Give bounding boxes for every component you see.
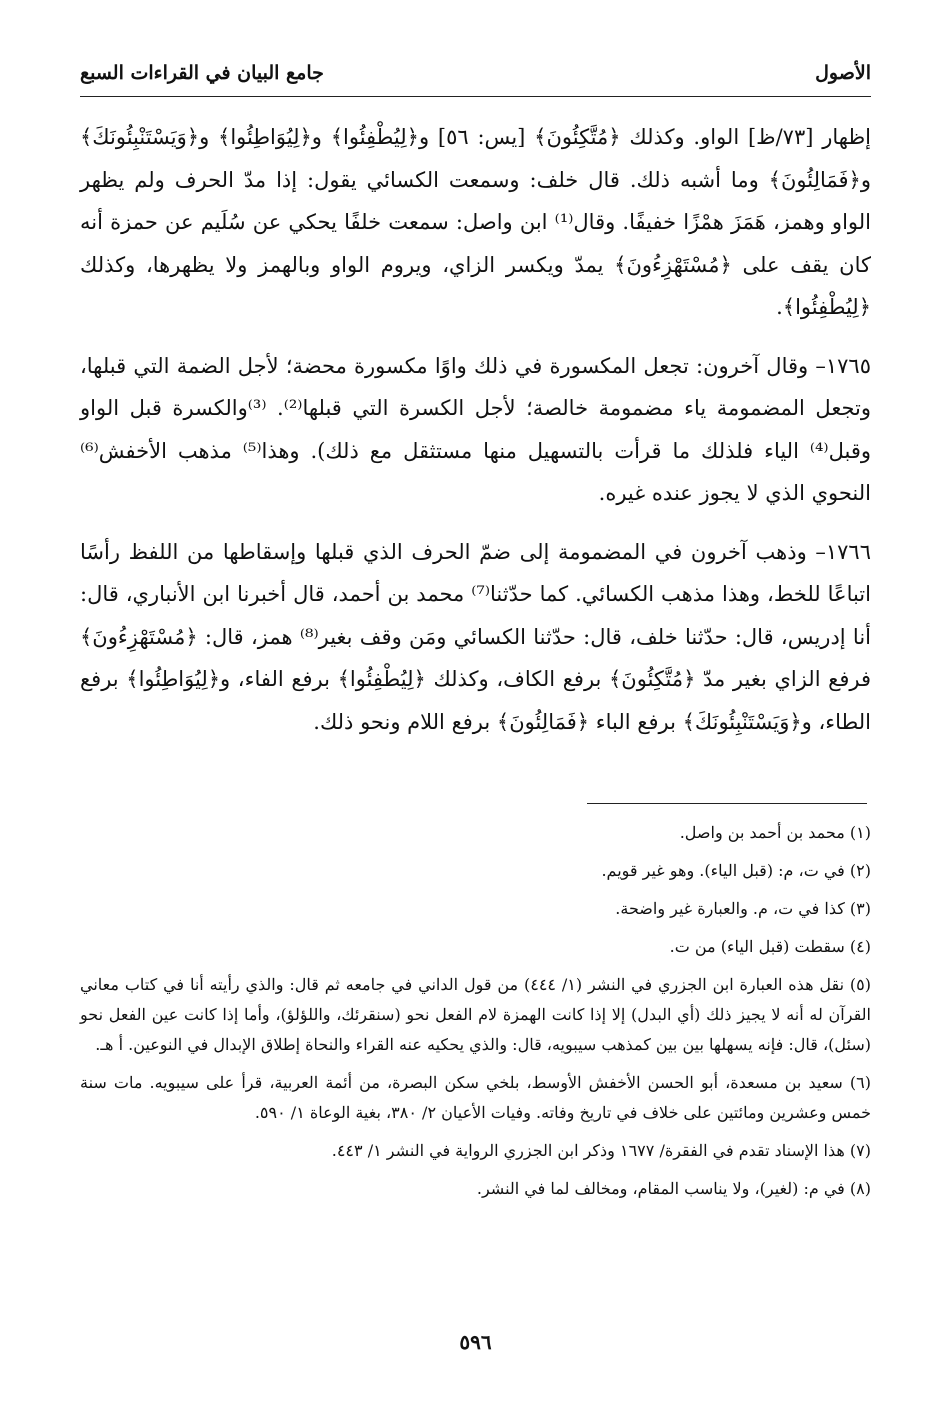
footnote-1: (١) محمد بن أحمد بن واصل. bbox=[679, 823, 871, 842]
paragraph-1765: ١٧٦٥– وقال آخرون: تجعل المكسورة في ذلك واوًا مكسورة محضة؛ لأجل الضمة التي قبلها، وتجعل المضمومة ياء مضمومة خالصة؛ لأجل الكسرة التي قبلها⁽²⁾. ⁽³⁾والكسرة قبل الواو وقبل⁽⁴⁾ الياء فلذلك ما قرأت بالتسهيل منها مستثقل مع ذلك). وهذا⁽⁵⁾ مذهب الأخفش⁽⁶⁾ النحوي الذي لا يجوز عنده غيره. bbox=[80, 353, 871, 505]
main-text bbox=[80, 116, 871, 759]
footnote-7: (٧) هذا الإسناد تقدم في الفقرة/ ١٦٧٧ وذكر ابن الجزري الرواية في النشر ١/ ٤٤٣. bbox=[331, 1141, 871, 1160]
page-number: ٥٩٦ bbox=[459, 1330, 492, 1354]
footnote-separator bbox=[587, 803, 867, 804]
running-header bbox=[80, 48, 871, 97]
paragraph-continuation: إظهار [٧٣/ظ] الواو. وكذلك ﴿مُتَّكِئُونَ﴾ [يس: ٥٦] و﴿لِيُطْفِئُوا﴾ و﴿لِيُوَاطِئُوا﴾ و﴿وَيَسْتَنْبِئُونَكَ﴾ و﴿فَمَالِئُونَ﴾ وما أشبه ذلك. قال خلف: وسمعت الكسائي يقول: إذا مدّ الحرف ولم يظهر الواو وهمز، هَمَزَ همْزًا خفيفًا. وقال⁽¹⁾ ابن واصل: سمعت خلفًا يحكي عن سُلَيم عن حمزة أنه كان يقف على ﴿مُسْتَهْزِءُونَ﴾ يمدّ ويكسر الزاي، ويروم الواو وبالهمز ولا يظهرها، وكذلك ﴿لِيُطْفِئُوا﴾. bbox=[80, 125, 872, 319]
footnote-3: (٣) كذا في ت، م. والعبارة غير واضحة. bbox=[615, 899, 871, 918]
footnote-5: (٥) نقل هذه العبارة ابن الجزري في النشر (١/ ٤٤٤) من قول الداني في جامعه ثم قال: والذي رأيته أنا في كتاب معاني القرآن له أنه لا يجيز ذلك (أي البدل) إلا إذا كانت الهمزة لام الفعل نحو (سنقرئك، واللؤلؤ)، وأما إذا كانت عين الفعل نحو (سئل)، قال: فإنه يسهلها بين بين كمذهب سيبويه، قال: والذي يحكيه عنه القراء والنحاة إطلاق الإبدال في النوعين. أ هـ. bbox=[80, 975, 872, 1054]
footnote-2: (٢) في ت، م: (قبل الياء). وهو غير قويم. bbox=[601, 861, 871, 880]
section-title: الأصول bbox=[815, 62, 871, 84]
paragraph-1766: ١٧٦٦– وذهب آخرون في المضمومة إلى ضمّ الحرف الذي قبلها وإسقاطها من اللفظ رأسًا اتباعًا للخط، وهذا مذهب الكسائي. كما حدّثنا⁽⁷⁾ محمد بن أحمد، قال أخبرنا ابن الأنباري، قال: أنا إدريس، قال: حدّثنا خلف، قال: حدّثنا الكسائي ومَن وقف بغير⁽⁸⁾ همز، قال: ﴿مُسْتَهْزِءُونَ﴾ فرفع الزاي بغير مدّ ﴿مُتَّكِئُونَ﴾ برفع الكاف، وكذلك ﴿لِيُطْفِئُوا﴾ برفع الفاء، و﴿لِيُوَاطِئُوا﴾ برفع الطاء، و﴿وَيَسْتَنْبِئُونَكَ﴾ برفع الباء ﴿فَمَالِئُونَ﴾ برفع اللام ونحو ذلك. bbox=[80, 539, 872, 734]
footnote-6: (٦) سعيد بن مسعدة، أبو الحسن الأخفش الأوسط، بلخي سكن البصرة، من أئمة العربية، قرأ على سيبويه. مات سنة خمس وعشرين ومائتين على خلاف في تاريخ وفاته. وفيات الأعيان ٢/ ٣٨٠، بغية الوعاة ١/ ٥٩٠. bbox=[80, 1073, 871, 1122]
book-title: جامع البيان في القراءات السبع bbox=[80, 62, 324, 84]
footnote-8: (٨) في م: (لغير)، ولا يناسب المقام، ومخالف لما في النشر. bbox=[476, 1179, 871, 1198]
footnotes bbox=[80, 818, 871, 1212]
footnote-4: (٤) سقطت (قبل الياء) من ت. bbox=[669, 937, 871, 956]
